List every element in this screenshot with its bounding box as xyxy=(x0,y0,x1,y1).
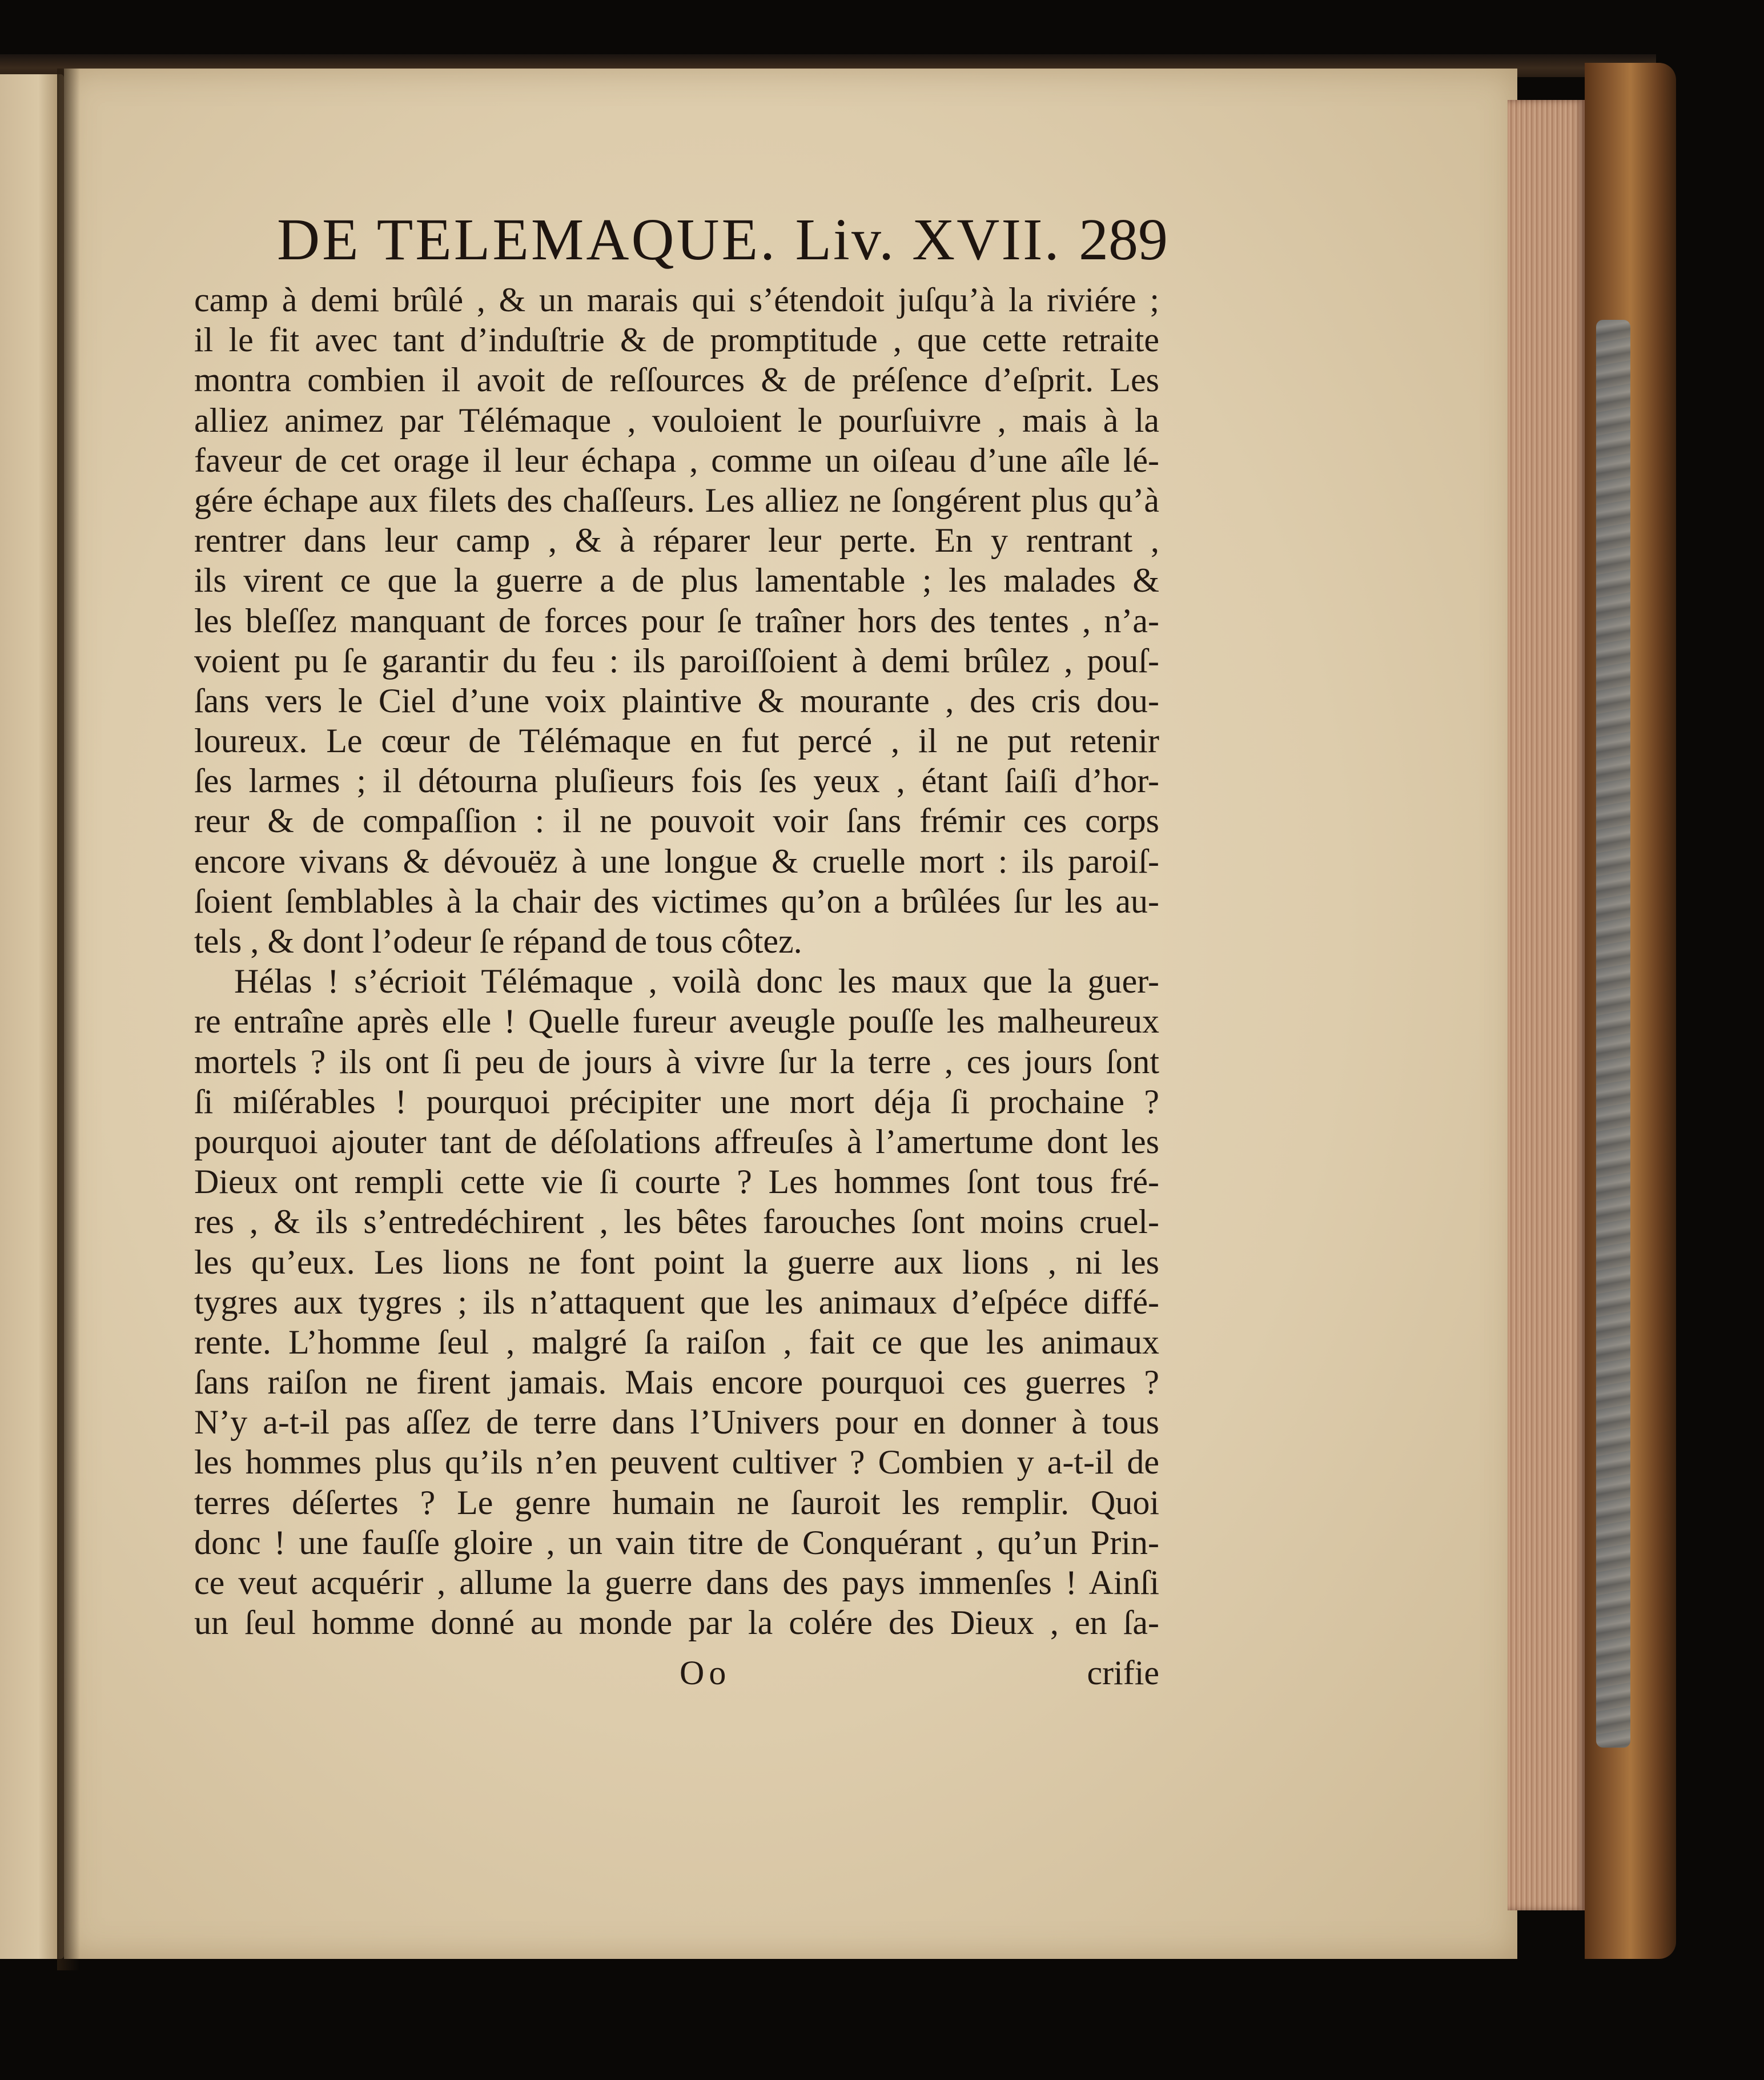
text-line: ſans raiſon ne firent jamais. Mais encore pourquoi ces guerres ? xyxy=(194,1363,1159,1402)
text-line: reur & de compaſſion : il ne pouvoit voir ſans frémir ces corps xyxy=(194,802,1159,840)
text-line: N’y a-t-il pas aſſez de terre dans l’Univers pour en donner à tous xyxy=(194,1403,1159,1441)
gutter-shadow xyxy=(57,69,80,1970)
text-line: mortels ? ils ont ſi peu de jours à vivre ſur la terre , ces jours ſont xyxy=(194,1042,1159,1081)
text-line: rente. L’homme ſeul , malgré ſa raiſon , fait ce que les animaux xyxy=(194,1323,1159,1361)
text-line: ſi miſérables ! pourquoi précipiter une mort déja ſi prochaine ? xyxy=(194,1082,1159,1121)
text-line: re entraîne après elle ! Quelle fureur aveugle pouſſe les malheureux xyxy=(194,1002,1159,1041)
text-line: gére échape aux filets des chaſſeurs. Les alliez ne ſongérent plus qu’à xyxy=(194,481,1159,519)
text-line: tels , & dont l’odeur ſe répand de tous côtez. xyxy=(194,922,802,960)
text-line: montra combien il avoit de reſſources & de préſence d’eſprit. Les xyxy=(194,361,1159,399)
text-line: Dieux ont rempli cette vie ſi courte ? Les hommes ſont tous fré- xyxy=(194,1163,1159,1201)
text-line: il le fit avec tant d’induſtrie & de promptitude , que cette retraite xyxy=(194,321,1159,359)
text-line: faveur de cet orage il leur échapa , comme un oiſeau d’une aîle lé- xyxy=(194,441,1159,479)
text-line: les qu’eux. Les lions ne font point la guerre aux lions , ni les xyxy=(194,1243,1159,1281)
body-text xyxy=(194,280,1159,1643)
text-line: rentrer dans leur camp , & à réparer leur perte. En y rentrant , xyxy=(194,521,1159,560)
text-line: terres déſertes ? Le genre humain ne ſauroit les remplir. Quoi xyxy=(194,1483,1159,1521)
text-line: donc ! une fauſſe gloire , un vain titre de Conquérant , qu’un Prin- xyxy=(194,1523,1159,1561)
text-line: ſoient ſemblables à la chair des victimes qu’on a brûlées ſur les au- xyxy=(194,882,1159,920)
running-head xyxy=(277,206,1168,274)
text-line: pourquoi ajouter tant de déſolations affreuſes à l’amertume dont les xyxy=(194,1122,1159,1161)
text-line: alliez animez par Télémaque , vouloient le pourſuivre , mais à la xyxy=(194,401,1159,439)
text-line: ſans vers le Ciel d’une voix plaintive & mourante , des cris dou- xyxy=(194,681,1159,720)
text-line: les bleſſez manquant de forces pour ſe traîner hors des tentes , n’a- xyxy=(194,601,1159,640)
previous-page-edge xyxy=(0,74,64,1959)
text-line: ils virent ce que la guerre a de plus lamentable ; les malades & xyxy=(194,561,1159,600)
text-line: les hommes plus qu’ils n’en peuvent cultiver ? Combien y a-t-il de xyxy=(194,1443,1159,1481)
running-head-book: Liv. XVII. xyxy=(795,207,1061,272)
text-line: un ſeul homme donné au monde par la colére des Dieux , en ſa- xyxy=(194,1604,1159,1642)
paragraph-start-line: Hélas ! s’écrioit Télémaque , voilà donc les maux que la guer- xyxy=(234,962,1159,1001)
text-line: ſes larmes ; il détourna pluſieurs fois ſes yeux , étant ſaiſi d’hor- xyxy=(194,762,1159,800)
text-line: tygres aux tygres ; ils n’attaquent que les animaux d’eſpéce diffé- xyxy=(194,1283,1159,1321)
page-number: 289 xyxy=(1079,207,1168,272)
text-line: camp à demi brûlé , & un marais qui s’étendoit juſqu’à la riviére ; xyxy=(194,281,1159,319)
text-line: encore vivans & dévouëz à une longue & cruelle mort : ils paroiſ- xyxy=(194,842,1159,880)
text-line: loureux. Le cœur de Télémaque en fut percé , il ne put retenir xyxy=(194,722,1159,760)
signature-mark: Oo xyxy=(680,1654,731,1692)
text-line: res , & ils s’entredéchirent , les bêtes farouches ſont moins cruel- xyxy=(194,1203,1159,1241)
text-line: voient pu ſe garantir du feu : ils paroiſſoient à demi brûlez , pouſ- xyxy=(194,641,1159,680)
running-head-title: DE TELEMAQUE. xyxy=(277,207,778,272)
page-block-edges xyxy=(1508,100,1585,1910)
text-line: ce veut acquérir , allume la guerre dans des pays immenſes ! Ainſi xyxy=(194,1564,1159,1601)
marbled-board xyxy=(1596,320,1630,1748)
catchword: crifie xyxy=(1087,1654,1159,1692)
page-footer xyxy=(194,1653,1159,1699)
